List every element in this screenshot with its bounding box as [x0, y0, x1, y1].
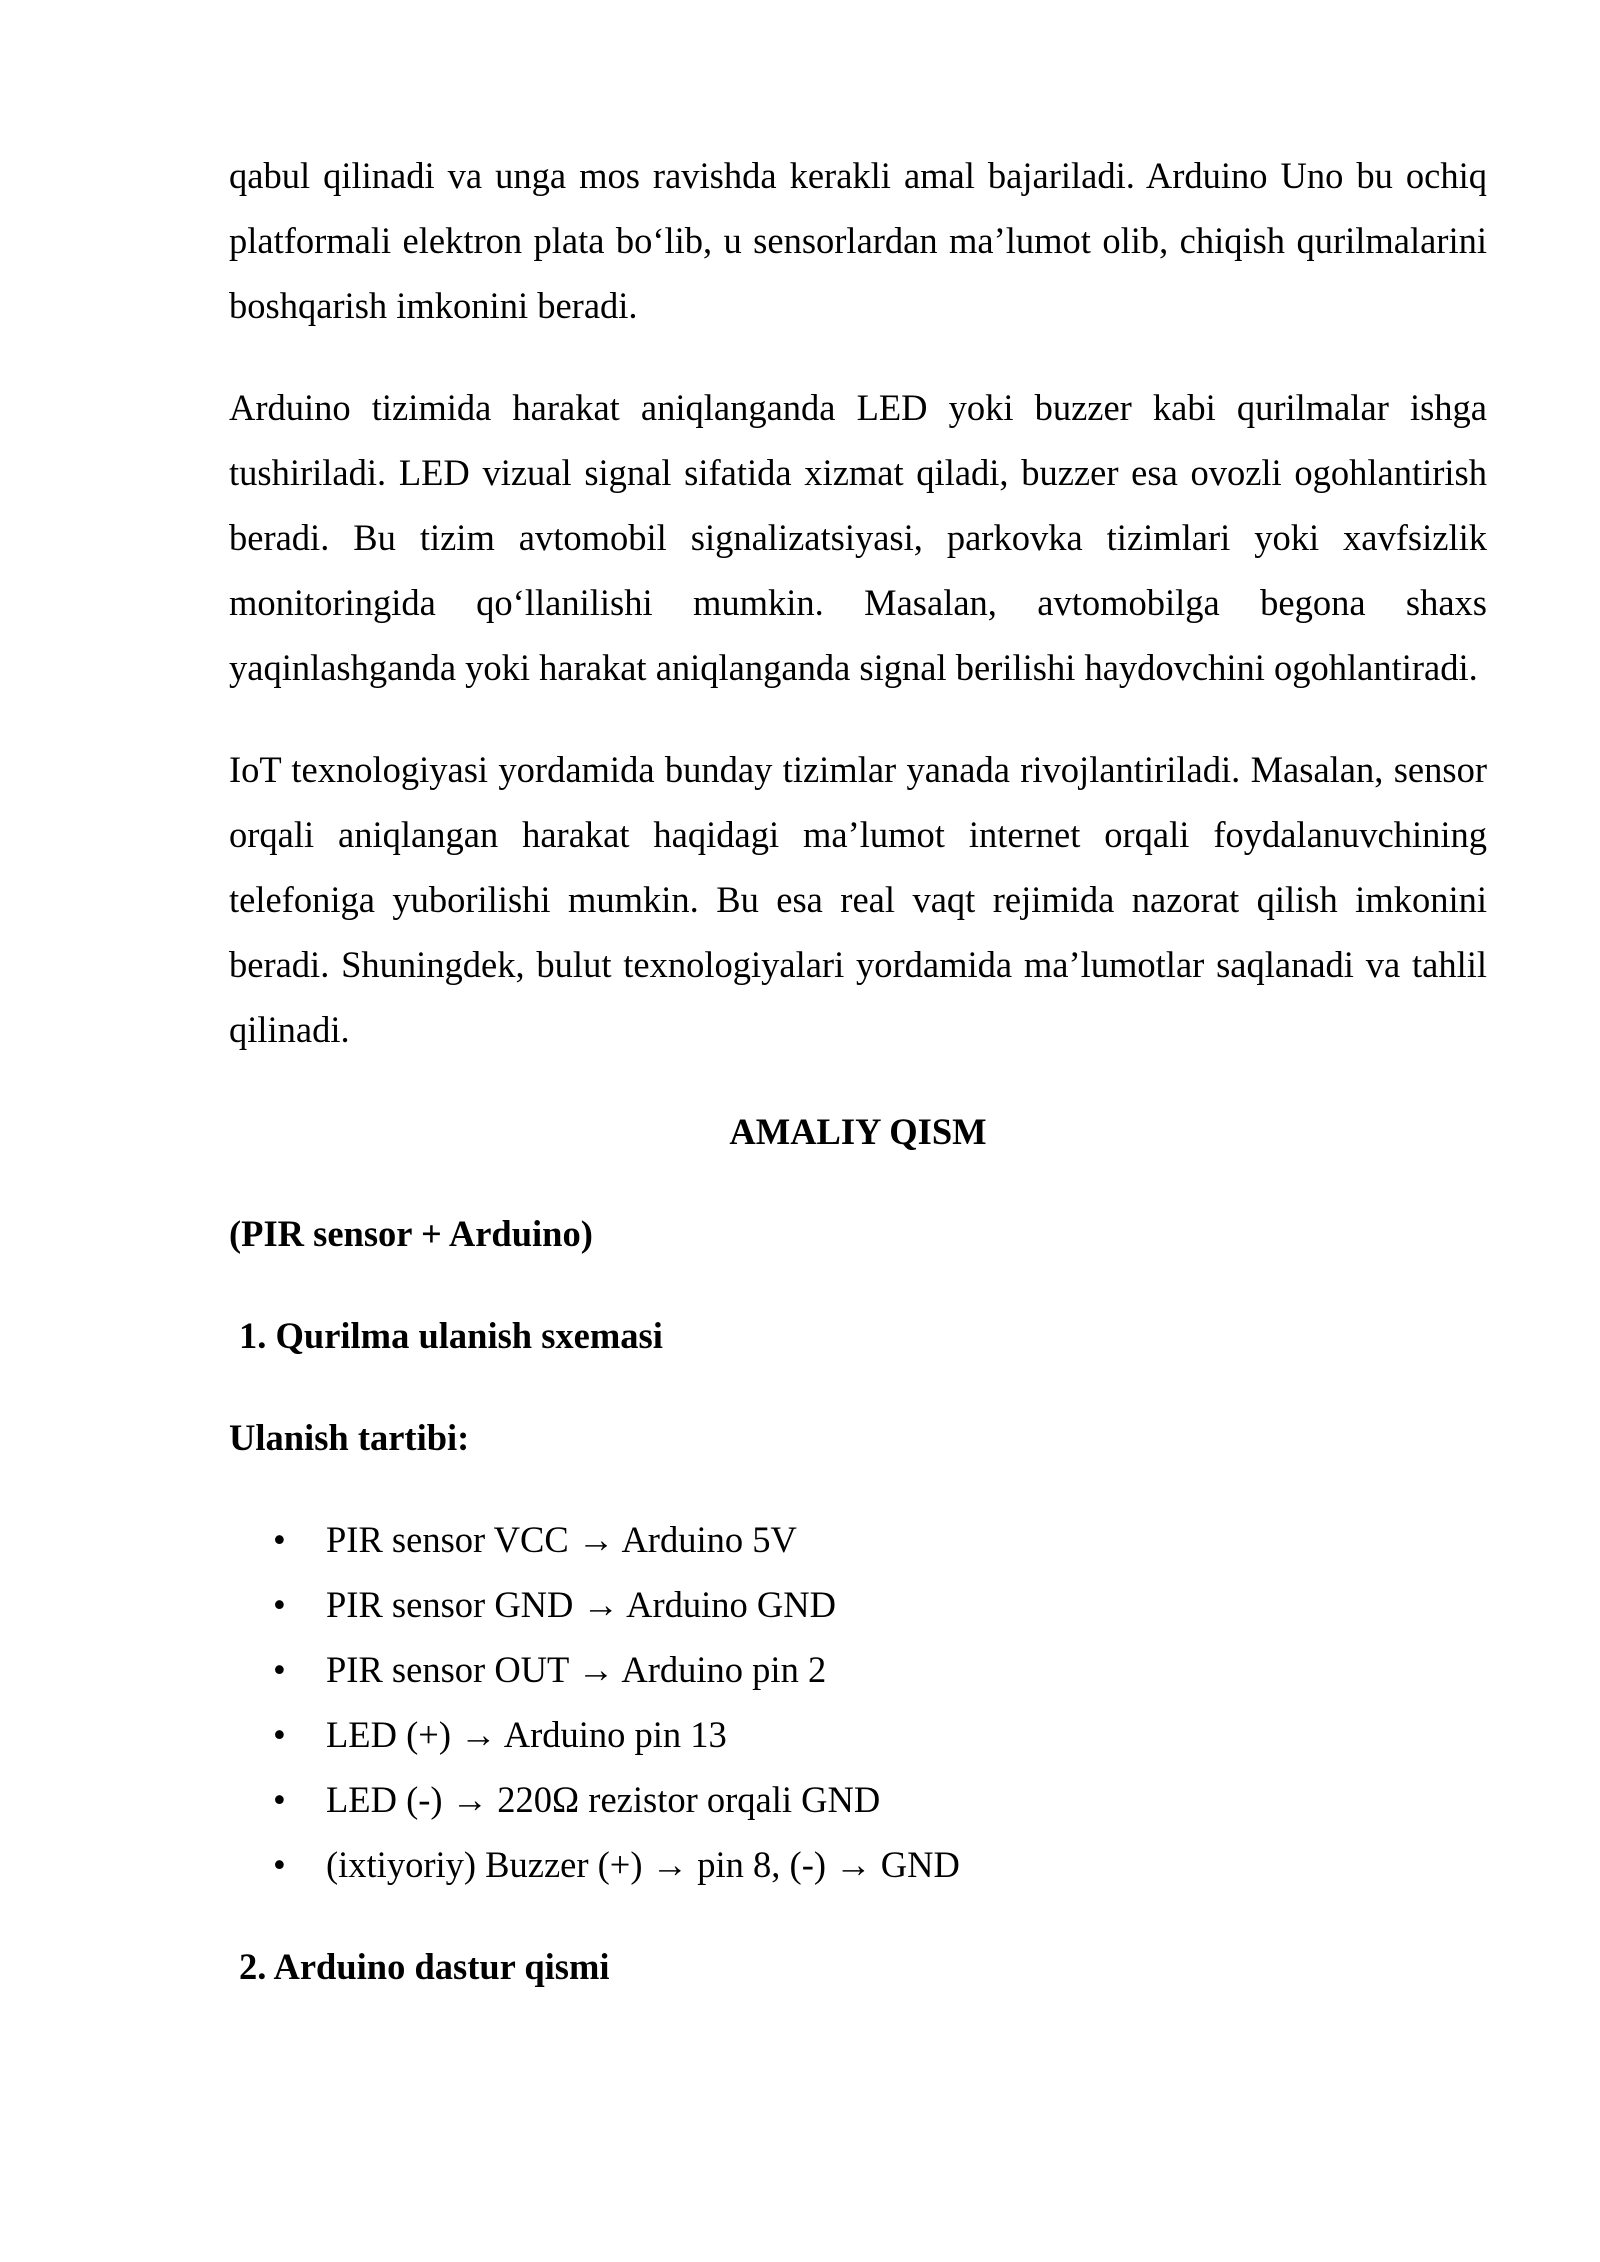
bullet-icon: • — [273, 1649, 286, 1690]
list-item — [229, 1702, 1487, 1767]
section-title: AMALIY QISM — [729, 1111, 987, 1152]
bullet-icon: • — [273, 1844, 286, 1885]
connection-text: LED (+) → Arduino pin 13 — [326, 1714, 727, 1755]
list-item — [229, 1637, 1487, 1702]
section-subtitle: (PIR sensor + Arduino) — [229, 1213, 593, 1254]
list-item — [229, 1507, 1487, 1572]
bullet-icon: • — [273, 1779, 286, 1820]
connection-text: PIR sensor VCC → Arduino 5V — [326, 1519, 797, 1560]
bullet-icon: • — [273, 1519, 286, 1560]
list-item — [229, 1572, 1487, 1637]
list-item — [229, 1767, 1487, 1832]
connection-text: PIR sensor OUT → Arduino pin 2 — [326, 1649, 827, 1690]
heading-arduino-program: 2. Arduino dastur qismi — [239, 1946, 610, 1987]
connection-text: LED (-) → 220Ω rezistor orqali GND — [326, 1779, 881, 1820]
connection-text: PIR sensor GND → Arduino GND — [326, 1584, 836, 1625]
connection-text: (ixtiyoriy) Buzzer (+) → pin 8, (-) → GND — [326, 1844, 960, 1885]
page-content — [229, 143, 1487, 2036]
paragraph-led-buzzer: Arduino tizimida harakat aniqlanganda LED yoki buzzer kabi qurilmalar ishga tushiriladi. LED vizual signal sifatida xizmat qiladi, buzzer esa ovozli ogohlantirish beradi. Bu tizim avtomobil signalizatsiyasi, parkovka tizimlari yoki xavfsizlik monitoringida qo‘llanilishi mumkin. Masalan, avtomobilga begona shaxs yaqinlashganda yoki harakat aniqlanganda signal berilishi haydovchini ogohlantiradi. — [229, 387, 1487, 688]
bullet-icon: • — [273, 1714, 286, 1755]
heading-connection-scheme: 1. Qurilma ulanish sxemasi — [239, 1315, 663, 1356]
list-item — [229, 1832, 1487, 1897]
connection-list — [229, 1507, 1487, 1897]
connection-order-label: Ulanish tartibi: — [229, 1417, 470, 1458]
bullet-icon: • — [273, 1584, 286, 1625]
paragraph-iot: IoT texnologiyasi yordamida bunday tizimlar yanada rivojlantiriladi. Masalan, sensor orqali aniqlangan harakat haqidagi ma’lumot internet orqali foydalanuvchining telefoniga yuborilishi mumkin. Bu esa real vaqt rejimida nazorat qilish imkonini beradi. Shuningdek, bulut texnologiyalari yordamida ma’lumotlar saqlanadi va tahlil qilinadi. — [229, 749, 1487, 1050]
paragraph-arduino-uno: qabul qilinadi va unga mos ravishda kerakli amal bajariladi. Arduino Uno bu ochiq platformali elektron plata bo‘lib, u sensorlardan ma’lumot olib, chiqish qurilmalarini boshqarish imkonini beradi. — [229, 155, 1487, 326]
